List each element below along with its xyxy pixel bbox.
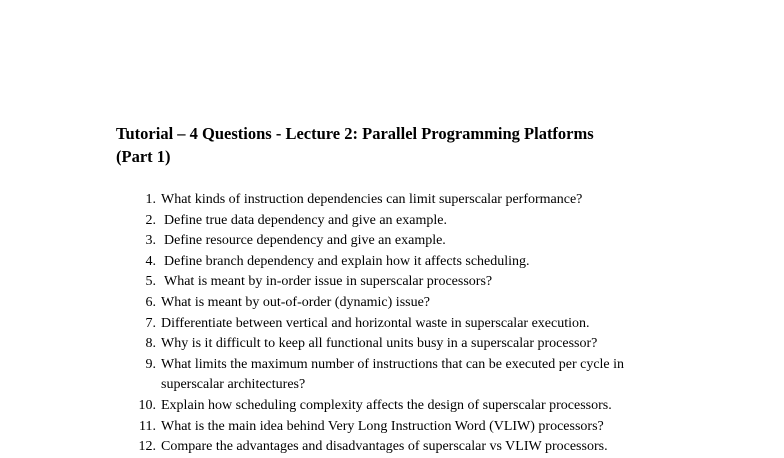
title-line-1: Tutorial – 4 Questions - Lecture 2: Parallel Programming Platforms <box>116 124 594 143</box>
question-number: 4. <box>145 253 156 269</box>
question-text: What is meant by in-order issue in superscalar processors? <box>164 274 493 290</box>
question-number: 12. <box>138 439 156 455</box>
question-number: 6. <box>145 294 156 310</box>
question-text: Define branch dependency and explain how it affects scheduling. <box>164 253 530 269</box>
question-item <box>134 314 674 335</box>
document-title <box>116 122 676 168</box>
question-text: Compare the advantages and disadvantages of superscalar vs VLIW processors. <box>161 439 608 455</box>
question-item <box>134 231 674 252</box>
title-line-2: (Part 1) <box>116 147 171 166</box>
question-text: Define resource dependency and give an example. <box>164 233 446 249</box>
question-item <box>134 293 674 314</box>
question-item <box>134 334 674 355</box>
question-text: Why is it difficult to keep all functional units busy in a superscalar processor? <box>161 336 598 352</box>
question-number: 8. <box>145 336 156 352</box>
question-number: 1. <box>145 192 156 207</box>
question-item <box>134 396 674 417</box>
question-text: What is the main idea behind Very Long Instruction Word (VLIW) processors? <box>161 418 604 434</box>
question-list <box>134 190 674 458</box>
question-number: 5. <box>145 274 156 290</box>
question-number: 11. <box>139 418 156 434</box>
question-item <box>134 355 674 396</box>
question-item <box>134 211 674 232</box>
question-item <box>134 272 674 293</box>
question-text: Differentiate between vertical and horizontal waste in superscalar execution. <box>161 315 590 331</box>
question-number: 10. <box>138 397 156 413</box>
question-number: 3. <box>145 233 156 249</box>
question-text: Explain how scheduling complexity affects the design of superscalar processors. <box>161 397 612 413</box>
question-text: What is meant by out-of-order (dynamic) issue? <box>161 294 431 310</box>
question-number: 9. <box>145 356 156 372</box>
question-number: 7. <box>145 315 156 331</box>
question-text: What limits the maximum number of instructions that can be executed per cycle in superscalar architectures? <box>161 356 625 393</box>
question-text: What kinds of instruction dependencies can limit superscalar performance? <box>161 192 583 207</box>
question-item <box>134 417 674 438</box>
question-item <box>134 190 674 211</box>
question-number: 2. <box>145 212 156 228</box>
question-item <box>134 437 674 458</box>
question-text: Define true data dependency and give an example. <box>164 212 447 228</box>
question-item <box>134 252 674 273</box>
